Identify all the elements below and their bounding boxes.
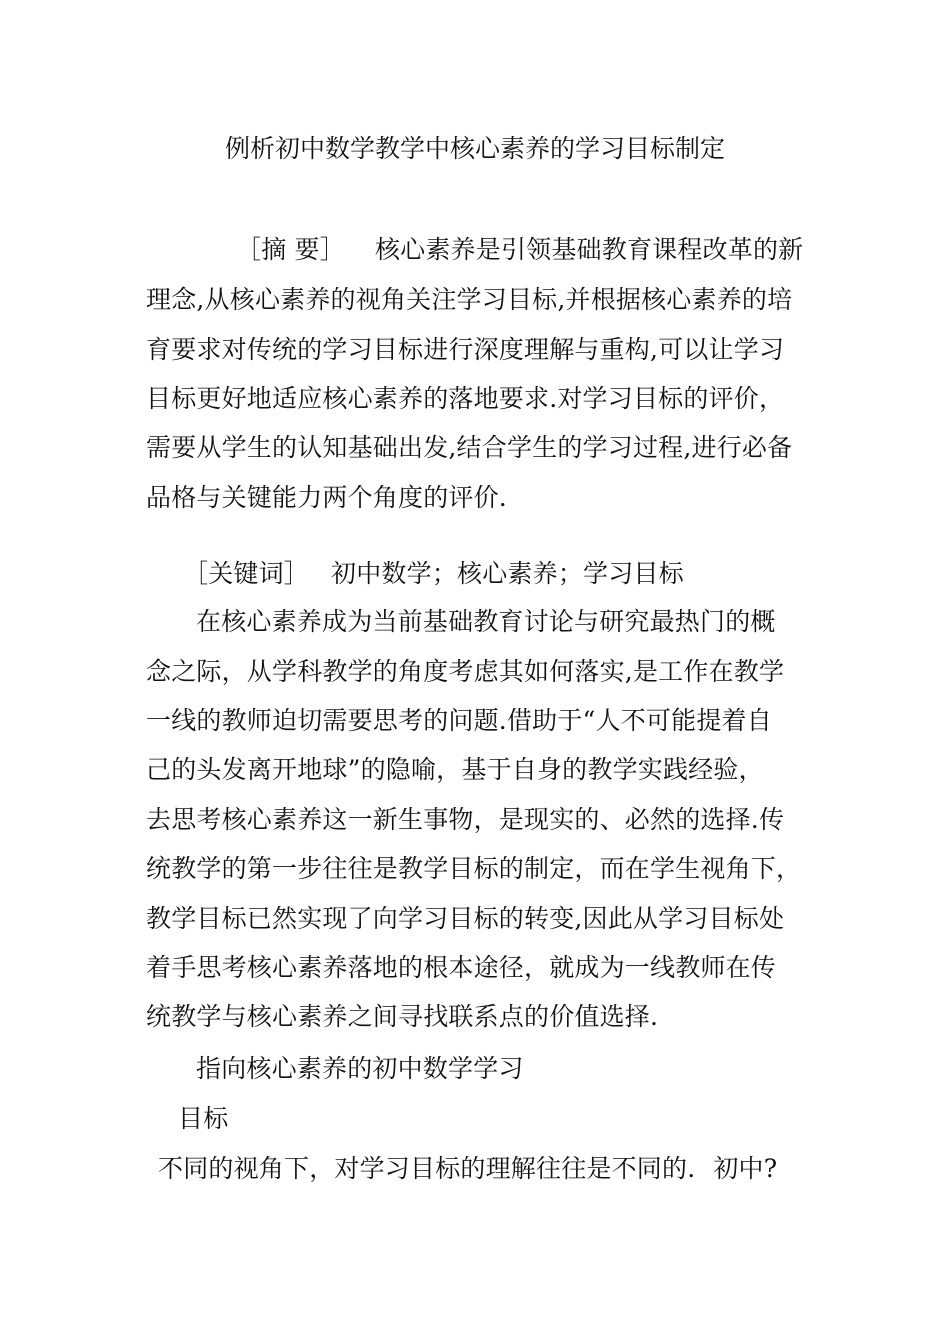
body-line: 一线的教师迫切需要思考的问题.借助于“人不可能提着自 bbox=[146, 706, 772, 735]
abstract-line: 育要求对传统的学习目标进行深度理解与重构,可以让学习 bbox=[146, 335, 785, 364]
section-heading: 指向核心素养的初中数学学习 bbox=[196, 1054, 524, 1083]
abstract-first-line bbox=[236, 233, 803, 267]
body-line: 统教学与核心素养之间寻找联系点的价值选择. bbox=[146, 1002, 659, 1031]
body-line: 统教学的第一步往往是教学目标的制定，而在学生视角下， bbox=[146, 854, 802, 883]
document-title: 例析初中数学教学中核心素养的学习目标制定 bbox=[224, 134, 725, 163]
body-line: 念之际，从学科教学的角度考虑其如何落实,是工作在教学 bbox=[146, 657, 785, 686]
body-line: 在核心素养成为当前基础教育讨论与研究最热门的概 bbox=[196, 607, 776, 636]
body-line-tail: 初中? bbox=[713, 1154, 778, 1183]
body-line: 去思考核心素养这一新生事物，是现实的、必然的选择.传 bbox=[146, 805, 785, 834]
abstract-line: 品格与关键能力两个角度的评价. bbox=[146, 483, 507, 512]
body-line-last bbox=[158, 1152, 777, 1186]
abstract-line: 目标更好地适应核心素养的落地要求.对学习目标的评价， bbox=[146, 384, 785, 413]
abstract-label: ［摘 要］ bbox=[236, 235, 345, 264]
keywords-label: ［关键词］ bbox=[183, 559, 310, 588]
keywords-line bbox=[183, 557, 684, 591]
body-line: 教学目标已然实现了向学习目标的转变,因此从学习目标处 bbox=[146, 904, 785, 933]
abstract-line: 需要从学生的认知基础出发,结合学生的学习过程,进行必备 bbox=[146, 433, 793, 462]
keywords-text: 初中数学；核心素养；学习目标 bbox=[331, 559, 684, 588]
body-line-text: 不同的视角下，对学习目标的理解往往是不同的. bbox=[158, 1154, 696, 1183]
body-line: 着手思考核心素养落地的根本途径，就成为一线教师在传 bbox=[146, 953, 777, 982]
abstract-line: 理念,从核心素养的视角关注学习目标,并根据核心素养的培 bbox=[146, 285, 793, 314]
abstract-line: 核心素养是引领基础教育课程改革的新 bbox=[374, 235, 804, 264]
body-line: 己的头发离开地球”的隐喻，基于自身的教学实践经验， bbox=[146, 755, 764, 784]
section-heading-continuation: 目标 bbox=[178, 1104, 229, 1133]
